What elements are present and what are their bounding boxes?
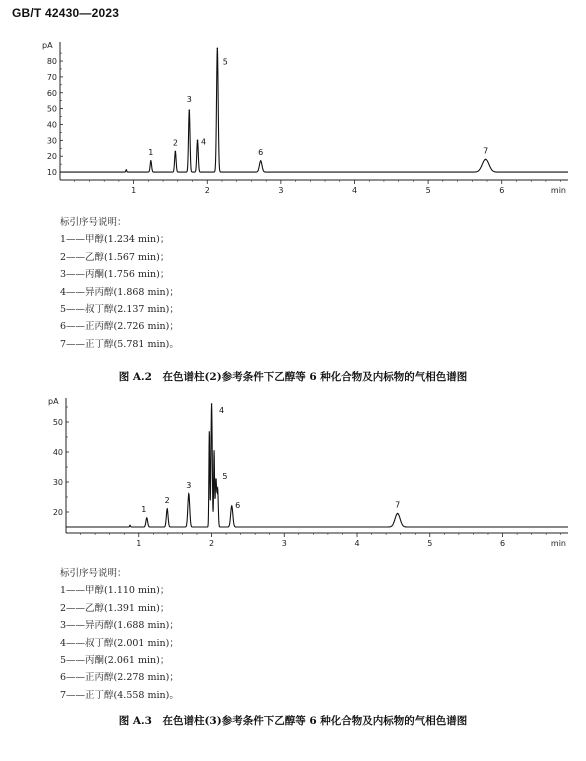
a2-ytick-label-20: 20 — [46, 152, 57, 162]
a2-peak-5 — [217, 48, 219, 50]
a2-xtick-label-2: 2 — [204, 186, 210, 195]
legend-a2-item-1: 1——甲醇(1.234 min)； — [60, 234, 170, 246]
a2-xtick-label-1: 1 — [131, 186, 137, 195]
figure-caption-a2: 图 A.2 在色谱柱(2)参考条件下乙醇等 6 种化合物及内标物的气相色谱图 — [118, 371, 468, 383]
a2-peak-1 — [150, 160, 152, 162]
a2-xtick-label-6: 6 — [499, 186, 505, 195]
legend-a2-item-3: 3——丙酮(1.756 min)； — [60, 269, 170, 281]
a2-peak-3 — [188, 109, 190, 111]
a3-ytick-label-30: 30 — [52, 478, 63, 487]
legend-a2-item-4: 4——异丙醇(1.868 min)； — [60, 286, 179, 298]
legend-a2-item-5: 5——叔丁醇(2.137 min)； — [60, 304, 179, 316]
a3-peak-label-3: 3 — [186, 481, 192, 490]
a2-peak-4 — [197, 140, 199, 142]
a2-signal-trace — [60, 49, 568, 172]
legend-a3-title: 标引序号说明： — [60, 568, 127, 579]
legend-a2-item-7: 7——正丁醇(5.781 min)。 — [60, 338, 179, 350]
a3-peak-5 — [215, 478, 217, 480]
a2-xlabel: min — [550, 186, 566, 195]
legend-a3-item-3: 3——异丙醇(1.688 min)； — [60, 620, 179, 632]
standard-number-header: GB/T 42430—2023 — [12, 6, 120, 20]
legend-a2-title: 标引序号说明： — [60, 217, 127, 228]
a3-xlabel: min — [550, 539, 566, 548]
a3-peak-label-1: 1 — [141, 505, 147, 514]
a2-ytick-label-40: 40 — [46, 120, 57, 130]
a2-ytick-label-60: 60 — [46, 88, 57, 98]
a2-peak-label-2: 2 — [172, 138, 178, 148]
chromatogram-a3-plot — [0, 390, 586, 555]
a3-xtick-label-3: 3 — [281, 539, 287, 548]
legend-a2-item-6: 6——正丙醇(2.726 min)； — [60, 321, 179, 333]
a3-peak-label-2: 2 — [164, 496, 170, 505]
legend-a3-item-4: 4——叔丁醇(2.001 min)； — [60, 637, 179, 649]
legend-a2 — [60, 214, 179, 353]
a3-peak-label-5: 5 — [222, 472, 228, 481]
legend-a3-item-6: 6——正丙醇(2.278 min)； — [60, 672, 179, 684]
a3-xtick-label-6: 6 — [499, 539, 506, 548]
a3-xtick-label-4: 4 — [354, 539, 360, 548]
a3-peak-7 — [397, 513, 399, 515]
a3-ytick-label-20: 20 — [52, 508, 63, 517]
a2-peak-label-5: 5 — [222, 57, 228, 67]
a2-xtick-label-4: 4 — [351, 186, 358, 195]
a2-xtick-label-5: 5 — [425, 186, 431, 195]
a2-peak-label-6: 6 — [258, 147, 264, 157]
a2-xtick-label-3: 3 — [278, 186, 284, 195]
legend-a3-item-5: 5——丙酮(2.061 min)； — [60, 655, 170, 667]
a2-ylabel: pA — [42, 41, 53, 50]
a2-peak-label-1: 1 — [148, 147, 154, 157]
a2-ytick-label-50: 50 — [46, 104, 57, 114]
a3-peak-1 — [146, 517, 148, 519]
legend-a3-item-7: 7——正丁醇(4.558 min)。 — [60, 689, 179, 701]
a3-peak-label-4: 4 — [219, 406, 225, 415]
a3-ytick-label-40: 40 — [52, 448, 63, 457]
a2-peak-2 — [175, 151, 177, 153]
chromatogram-a2-plot — [0, 30, 586, 210]
legend-a3-item-1: 1——甲醇(1.110 min)； — [60, 585, 170, 597]
a3-peak-label-6: 6 — [235, 501, 241, 510]
a2-ytick-label-30: 30 — [46, 136, 57, 146]
a2-peak-7 — [485, 159, 487, 161]
a2-peak-label-7: 7 — [483, 146, 489, 156]
a2-peak-6 — [260, 160, 262, 162]
chromatogram-a2 — [0, 30, 586, 214]
a3-xtick-label-5: 5 — [427, 539, 433, 548]
a3-peak-label-7: 7 — [395, 500, 401, 510]
figure-caption-a3: 图 A.3 在色谱柱(3)参考条件下乙醇等 6 种化合物及内标物的气相色谱图 — [118, 715, 468, 727]
a2-ytick-label-10: 10 — [46, 168, 57, 178]
a2-peak-label-4: 4 — [200, 137, 207, 147]
a3-ylabel: pA — [48, 397, 59, 406]
a2-ytick-label-80: 80 — [46, 57, 57, 67]
a2-ytick-label-70: 70 — [46, 72, 57, 82]
a3-peak-3 — [188, 493, 190, 495]
a3-peak-4 — [211, 403, 213, 405]
legend-a2-item-2: 2——乙醇(1.567 min)； — [60, 251, 170, 263]
a3-xtick-label-1: 1 — [136, 539, 142, 548]
a3-peak-6 — [231, 505, 233, 507]
legend-a3-item-2: 2——乙醇(1.391 min)； — [60, 602, 170, 614]
chromatogram-a3 — [0, 390, 586, 559]
a3-peak-2 — [166, 508, 168, 510]
a3-ytick-label-50: 50 — [52, 418, 63, 427]
a2-peak-label-3: 3 — [186, 95, 192, 105]
a3-xtick-label-2: 2 — [208, 539, 215, 548]
legend-a3 — [60, 565, 179, 704]
